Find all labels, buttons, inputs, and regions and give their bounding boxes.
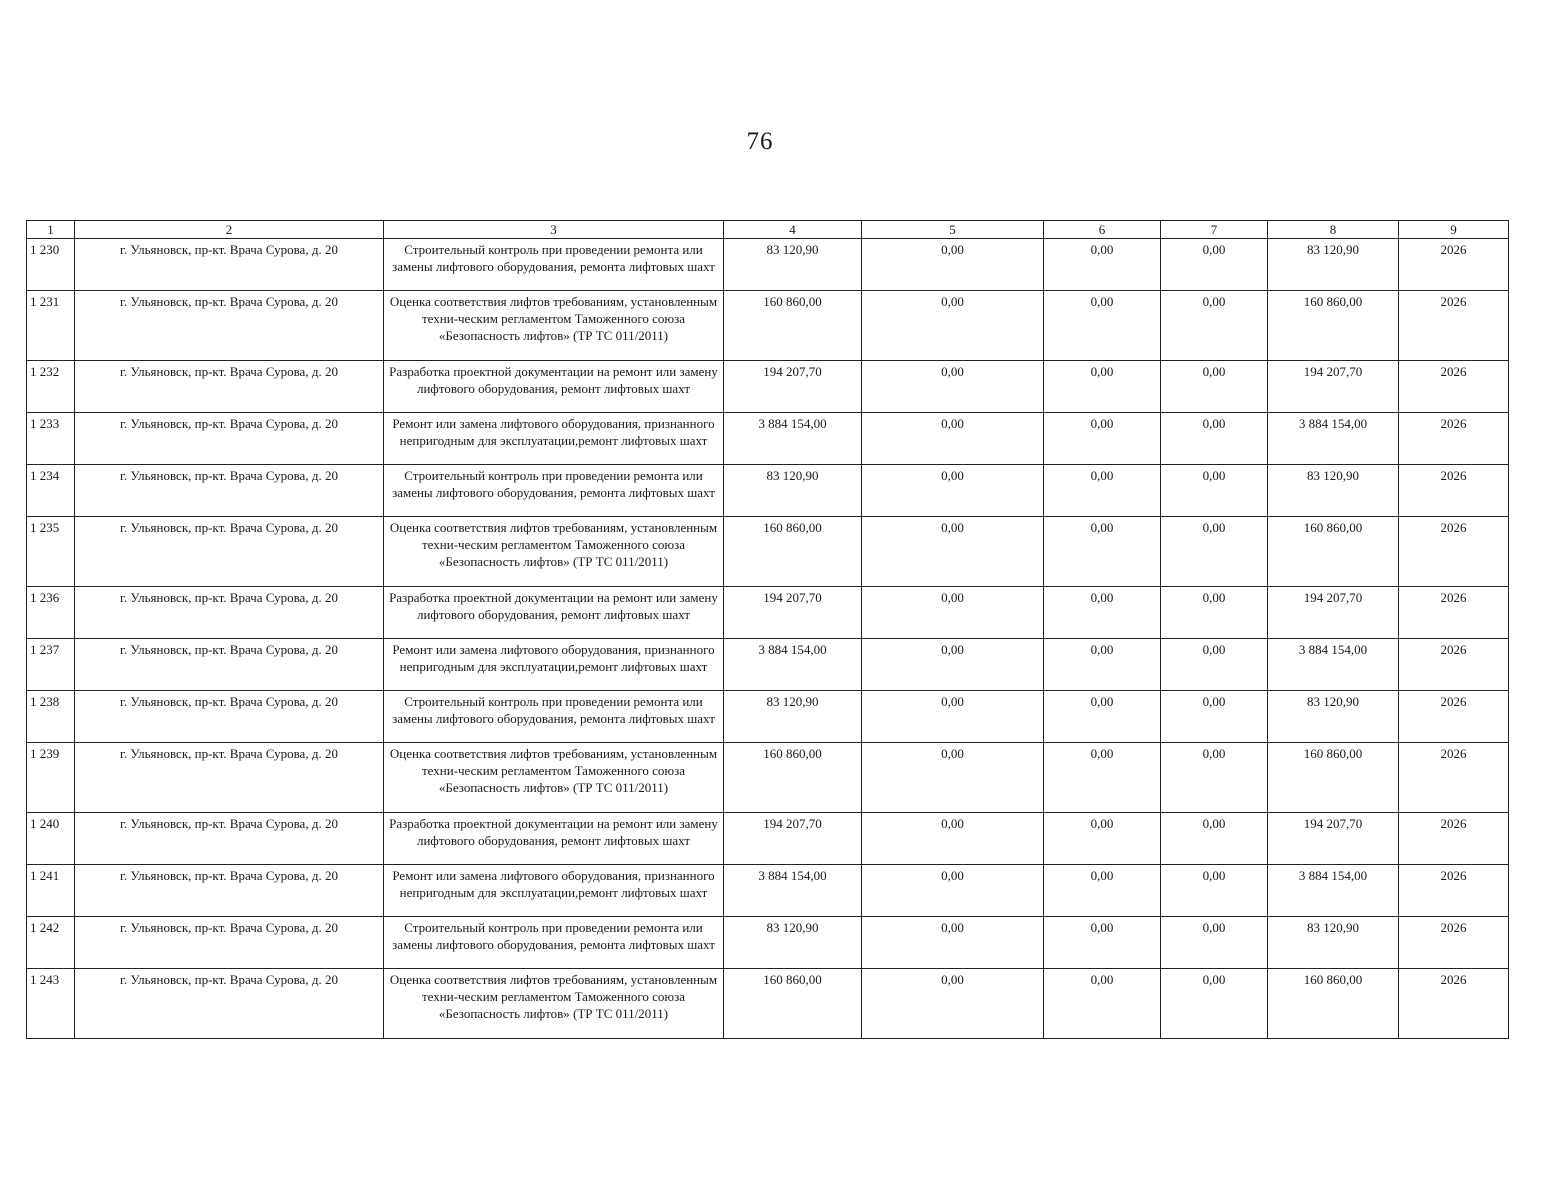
value-col-7: 0,00 [1161,465,1268,517]
value-col-7: 0,00 [1161,917,1268,969]
work-description-cell: Оценка соответствия лифтов требованиям, установленным техни-ческим регламентом Таможенного союза «Безопасность лифтов» (ТР ТС 011/2011) [384,743,724,813]
value-col-4: 3 884 154,00 [724,413,862,465]
value-col-5: 0,00 [862,413,1044,465]
year-cell: 2026 [1399,813,1509,865]
column-header: 7 [1161,221,1268,239]
value-col-7: 0,00 [1161,865,1268,917]
address-cell: г. Ульяновск, пр-кт. Врача Сурова, д. 20 [75,743,384,813]
column-header: 9 [1399,221,1509,239]
row-number: 1 242 [27,917,75,969]
row-number: 1 235 [27,517,75,587]
value-col-5: 0,00 [862,917,1044,969]
year-cell: 2026 [1399,917,1509,969]
address-cell: г. Ульяновск, пр-кт. Врача Сурова, д. 20 [75,413,384,465]
value-col-5: 0,00 [862,743,1044,813]
value-col-8: 194 207,70 [1268,587,1399,639]
value-col-5: 0,00 [862,865,1044,917]
row-number: 1 236 [27,587,75,639]
row-number: 1 233 [27,413,75,465]
value-col-5: 0,00 [862,465,1044,517]
address-cell: г. Ульяновск, пр-кт. Врача Сурова, д. 20 [75,361,384,413]
year-cell: 2026 [1399,587,1509,639]
address-cell: г. Ульяновск, пр-кт. Врача Сурова, д. 20 [75,291,384,361]
row-number: 1 231 [27,291,75,361]
year-cell: 2026 [1399,361,1509,413]
value-col-5: 0,00 [862,813,1044,865]
work-description-cell: Оценка соответствия лифтов требованиям, установленным техни-ческим регламентом Таможенного союза «Безопасность лифтов» (ТР ТС 011/2011) [384,969,724,1039]
year-cell: 2026 [1399,517,1509,587]
table-body [27,239,1509,1039]
address-cell: г. Ульяновск, пр-кт. Врача Сурова, д. 20 [75,813,384,865]
value-col-6: 0,00 [1044,291,1161,361]
page-number: 76 [746,128,774,155]
value-col-7: 0,00 [1161,361,1268,413]
row-number: 1 234 [27,465,75,517]
table-row [27,691,1509,743]
value-col-8: 83 120,90 [1268,465,1399,517]
column-header: 3 [384,221,724,239]
row-number: 1 238 [27,691,75,743]
value-col-5: 0,00 [862,361,1044,413]
value-col-4: 194 207,70 [724,813,862,865]
column-header: 5 [862,221,1044,239]
value-col-4: 3 884 154,00 [724,865,862,917]
table-row [27,239,1509,291]
value-col-6: 0,00 [1044,413,1161,465]
value-col-4: 160 860,00 [724,291,862,361]
value-col-7: 0,00 [1161,517,1268,587]
value-col-8: 83 120,90 [1268,917,1399,969]
value-col-6: 0,00 [1044,691,1161,743]
row-number: 1 240 [27,813,75,865]
value-col-7: 0,00 [1161,743,1268,813]
table-row [27,465,1509,517]
work-description-cell: Оценка соответствия лифтов требованиям, установленным техни-ческим регламентом Таможенного союза «Безопасность лифтов» (ТР ТС 011/2011) [384,291,724,361]
work-description-cell: Строительный контроль при проведении ремонта или замены лифтового оборудования, ремонта лифтовых шахт [384,239,724,291]
value-col-8: 3 884 154,00 [1268,639,1399,691]
year-cell: 2026 [1399,413,1509,465]
value-col-6: 0,00 [1044,743,1161,813]
table-row [27,291,1509,361]
year-cell: 2026 [1399,969,1509,1039]
value-col-6: 0,00 [1044,517,1161,587]
table-row [27,969,1509,1039]
value-col-7: 0,00 [1161,239,1268,291]
table-row [27,639,1509,691]
value-col-7: 0,00 [1161,413,1268,465]
value-col-4: 83 120,90 [724,465,862,517]
value-col-7: 0,00 [1161,587,1268,639]
column-header: 6 [1044,221,1161,239]
value-col-6: 0,00 [1044,239,1161,291]
value-col-4: 160 860,00 [724,517,862,587]
year-cell: 2026 [1399,639,1509,691]
year-cell: 2026 [1399,743,1509,813]
table-row [27,743,1509,813]
work-description-cell: Строительный контроль при проведении ремонта или замены лифтового оборудования, ремонта лифтовых шахт [384,691,724,743]
row-number: 1 237 [27,639,75,691]
value-col-5: 0,00 [862,517,1044,587]
value-col-8: 194 207,70 [1268,361,1399,413]
column-header: 1 [27,221,75,239]
work-description-cell: Ремонт или замена лифтового оборудования, признанного непригодным для эксплуатации,ремонт лифтовых шахт [384,639,724,691]
table-row [27,361,1509,413]
value-col-8: 83 120,90 [1268,691,1399,743]
work-description-cell: Ремонт или замена лифтового оборудования, признанного непригодным для эксплуатации,ремонт лифтовых шахт [384,865,724,917]
address-cell: г. Ульяновск, пр-кт. Врача Сурова, д. 20 [75,465,384,517]
value-col-8: 160 860,00 [1268,291,1399,361]
value-col-4: 194 207,70 [724,587,862,639]
value-col-7: 0,00 [1161,639,1268,691]
address-cell: г. Ульяновск, пр-кт. Врача Сурова, д. 20 [75,639,384,691]
value-col-4: 160 860,00 [724,743,862,813]
address-cell: г. Ульяновск, пр-кт. Врача Сурова, д. 20 [75,865,384,917]
value-col-8: 83 120,90 [1268,239,1399,291]
work-description-cell: Ремонт или замена лифтового оборудования, признанного непригодным для эксплуатации,ремонт лифтовых шахт [384,413,724,465]
table-row [27,587,1509,639]
value-col-6: 0,00 [1044,969,1161,1039]
year-cell: 2026 [1399,239,1509,291]
value-col-8: 160 860,00 [1268,969,1399,1039]
value-col-4: 194 207,70 [724,361,862,413]
value-col-8: 160 860,00 [1268,517,1399,587]
value-col-5: 0,00 [862,691,1044,743]
row-number: 1 241 [27,865,75,917]
value-col-6: 0,00 [1044,865,1161,917]
value-col-5: 0,00 [862,587,1044,639]
address-cell: г. Ульяновск, пр-кт. Врача Сурова, д. 20 [75,517,384,587]
column-header: 8 [1268,221,1399,239]
value-col-7: 0,00 [1161,691,1268,743]
value-col-7: 0,00 [1161,291,1268,361]
work-description-cell: Разработка проектной документации на ремонт или замену лифтового оборудования, ремонт лифтовых шахт [384,587,724,639]
table-row [27,517,1509,587]
work-description-cell: Строительный контроль при проведении ремонта или замены лифтового оборудования, ремонта лифтовых шахт [384,465,724,517]
year-cell: 2026 [1399,865,1509,917]
row-number: 1 239 [27,743,75,813]
value-col-5: 0,00 [862,639,1044,691]
year-cell: 2026 [1399,291,1509,361]
column-header: 4 [724,221,862,239]
table-row [27,865,1509,917]
value-col-6: 0,00 [1044,639,1161,691]
value-col-8: 160 860,00 [1268,743,1399,813]
row-number: 1 230 [27,239,75,291]
address-cell: г. Ульяновск, пр-кт. Врача Сурова, д. 20 [75,239,384,291]
value-col-5: 0,00 [862,291,1044,361]
column-header: 2 [75,221,384,239]
value-col-6: 0,00 [1044,917,1161,969]
value-col-8: 3 884 154,00 [1268,865,1399,917]
value-col-6: 0,00 [1044,465,1161,517]
value-col-4: 160 860,00 [724,969,862,1039]
address-cell: г. Ульяновск, пр-кт. Врача Сурова, д. 20 [75,917,384,969]
value-col-7: 0,00 [1161,813,1268,865]
table-row [27,813,1509,865]
year-cell: 2026 [1399,465,1509,517]
address-cell: г. Ульяновск, пр-кт. Врача Сурова, д. 20 [75,969,384,1039]
value-col-8: 194 207,70 [1268,813,1399,865]
value-col-4: 83 120,90 [724,691,862,743]
value-col-5: 0,00 [862,239,1044,291]
row-number: 1 243 [27,969,75,1039]
value-col-6: 0,00 [1044,813,1161,865]
address-cell: г. Ульяновск, пр-кт. Врача Сурова, д. 20 [75,691,384,743]
works-table [26,220,1509,1039]
work-description-cell: Разработка проектной документации на ремонт или замену лифтового оборудования, ремонт лифтовых шахт [384,361,724,413]
value-col-5: 0,00 [862,969,1044,1039]
value-col-7: 0,00 [1161,969,1268,1039]
address-cell: г. Ульяновск, пр-кт. Врача Сурова, д. 20 [75,587,384,639]
value-col-4: 83 120,90 [724,239,862,291]
value-col-6: 0,00 [1044,361,1161,413]
value-col-6: 0,00 [1044,587,1161,639]
header-row [27,221,1509,239]
value-col-8: 3 884 154,00 [1268,413,1399,465]
value-col-4: 83 120,90 [724,917,862,969]
table-row [27,917,1509,969]
value-col-4: 3 884 154,00 [724,639,862,691]
table-row [27,413,1509,465]
work-description-cell: Разработка проектной документации на ремонт или замену лифтового оборудования, ремонт лифтовых шахт [384,813,724,865]
row-number: 1 232 [27,361,75,413]
work-description-cell: Строительный контроль при проведении ремонта или замены лифтового оборудования, ремонта лифтовых шахт [384,917,724,969]
work-description-cell: Оценка соответствия лифтов требованиям, установленным техни-ческим регламентом Таможенного союза «Безопасность лифтов» (ТР ТС 011/2011) [384,517,724,587]
year-cell: 2026 [1399,691,1509,743]
